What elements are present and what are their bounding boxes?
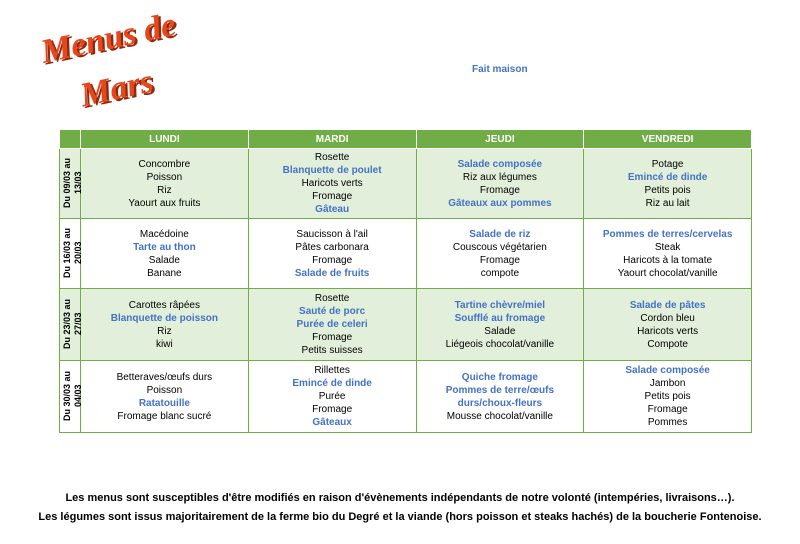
dish: Potage — [651, 158, 684, 170]
dish: Rosette — [314, 152, 350, 163]
dish: Poisson — [146, 384, 183, 396]
week-label-line: Du 16/03 au — [62, 228, 72, 279]
dish: kiwi — [156, 338, 173, 350]
dish: Salade — [148, 254, 180, 266]
dish: Pommes — [647, 417, 688, 428]
dish: Haricots verts — [301, 178, 363, 189]
dish: Fromage — [312, 191, 353, 202]
dish-homemade: Tartine chèvre/miel — [454, 299, 546, 311]
week-label — [62, 228, 84, 278]
day-header-thursday: JEUDI — [416, 130, 584, 149]
dish: Riz — [157, 184, 172, 196]
menu-cell — [81, 149, 249, 219]
dish-homemade: Gâteaux — [312, 417, 352, 428]
week-label — [62, 299, 84, 349]
dish: Liégeois chocolat/vanille — [445, 338, 555, 350]
dish: Couscous végétarien — [452, 241, 547, 253]
dish-homemade: Purée de celeri — [296, 319, 368, 330]
title-line-1: Menus de — [37, 6, 180, 71]
week-label-cell — [60, 361, 81, 433]
week-label-line: Du 23/03 au — [62, 299, 72, 350]
dish: Concombre — [138, 158, 191, 170]
week-label-line: 04/03 — [73, 385, 83, 408]
corner-cell — [60, 130, 81, 149]
week-label-line: Du 30/03 au — [62, 371, 72, 422]
dish-homemade: Gâteau — [315, 204, 350, 215]
dish-homemade: Blanquette de poisson — [110, 312, 218, 324]
dish: Fromage — [312, 254, 353, 266]
dish-homemade: Tarte au thon — [133, 241, 196, 253]
day-header-monday: LUNDI — [81, 130, 249, 149]
menu-table — [59, 129, 752, 433]
menu-cell — [248, 149, 416, 219]
title-line-2: Mars — [76, 62, 157, 115]
week-row — [60, 149, 752, 219]
dish: Steak — [654, 241, 681, 253]
dish-homemade: Salade de pâtes — [629, 299, 706, 311]
dish: Jambon — [649, 378, 686, 389]
dish-homemade: Salade de fruits — [294, 267, 370, 279]
dish: Haricots à la tomate — [623, 254, 713, 266]
dish-homemade: durs/choux-fleurs — [457, 397, 543, 409]
dish: Fromage blanc sucré — [117, 410, 212, 422]
homemade-legend: Fait maison — [472, 64, 528, 75]
week-label-cell — [60, 219, 81, 289]
dish-homemade: Salade composée — [457, 158, 543, 170]
menu-body — [60, 149, 752, 433]
week-label — [62, 158, 84, 208]
footer-note-1: Les menus sont susceptibles d'être modifiés en raison d'évènements indépendants de notre volonté (intempéries, livraisons…). — [65, 492, 735, 504]
dish: Petits suisses — [301, 345, 363, 356]
menu-cell — [584, 361, 752, 433]
day-header-tuesday: MARDI — [248, 130, 416, 149]
dish: Fromage — [312, 404, 353, 415]
menu-cell — [416, 289, 584, 361]
dish: Macédoine — [139, 228, 189, 240]
menu-cell — [81, 219, 249, 289]
week-label-line: 13/03 — [73, 172, 83, 195]
week-row — [60, 289, 752, 361]
dish: Petits pois — [644, 184, 691, 196]
week-label — [62, 371, 84, 421]
dish: Fromage — [479, 184, 520, 196]
menu-cell — [416, 149, 584, 219]
dish: Riz aux légumes — [462, 171, 537, 183]
dish: Pâtes carbonara — [295, 241, 369, 253]
dish: Betteraves/œufs durs — [116, 371, 213, 383]
menu-cell — [248, 289, 416, 361]
dish: Riz au lait — [645, 197, 690, 209]
dish: Poisson — [146, 171, 183, 183]
dish: Cordon bleu — [640, 312, 695, 324]
dish-homemade: Salade de riz — [469, 228, 531, 240]
dish: Rillettes — [314, 365, 350, 376]
menu-cell — [416, 361, 584, 433]
dish: Fromage — [312, 332, 353, 343]
dish-homemade: Ratatouille — [138, 397, 190, 409]
dish: compote — [480, 267, 520, 279]
menu-cell — [584, 289, 752, 361]
dish-homemade: Salade composée — [625, 365, 710, 376]
dish-homemade: Sauté de porc — [299, 306, 366, 317]
dish: Haricots verts — [637, 325, 699, 337]
menu-cell — [416, 219, 584, 289]
menu-cell — [81, 361, 249, 433]
dish-homemade: Soufflé au fromage — [454, 312, 546, 324]
dish: Fromage — [479, 254, 520, 266]
dish: Banane — [147, 267, 182, 279]
footer-note-2: Les légumes sont issus majoritairement de la ferme bio du Degré et la viande (hors poisson et steaks hachés) de la boucherie Fontenoise. — [38, 511, 762, 523]
dish-homemade: Pommes de terre/œufs — [445, 384, 555, 396]
menu-cell — [584, 219, 752, 289]
day-header-row — [60, 130, 752, 149]
week-label-cell — [60, 289, 81, 361]
dish-homemade: Pommes de terres/cervelas — [602, 228, 733, 240]
menu-cell — [248, 361, 416, 433]
dish: Salade — [484, 325, 516, 337]
dish: Yaourt aux fruits — [128, 197, 201, 209]
dish-homemade: Emincé de dinde — [292, 378, 372, 389]
dish-homemade: Blanquette de poulet — [282, 165, 382, 176]
dish: Saucisson à l'ail — [296, 228, 368, 240]
menu-cell — [584, 149, 752, 219]
dish: Riz — [157, 325, 172, 337]
menu-cell — [248, 219, 416, 289]
dish-homemade: Emincé de dinde — [627, 171, 708, 183]
dish: Yaourt chocolat/vanille — [617, 267, 718, 279]
dish: Petits pois — [644, 391, 691, 402]
dish-homemade: Gâteaux aux pommes — [448, 197, 552, 209]
day-header-friday: VENDREDI — [584, 130, 752, 149]
week-label-line: 27/03 — [73, 313, 83, 336]
dish: Mousse chocolat/vanille — [446, 410, 553, 422]
dish: Carottes râpées — [128, 299, 200, 311]
dish-homemade: Quiche fromage — [461, 371, 538, 383]
week-row — [60, 361, 752, 433]
week-label-cell — [60, 149, 81, 219]
dish: Purée — [318, 391, 346, 402]
dish: Rosette — [314, 293, 350, 304]
week-row — [60, 219, 752, 289]
week-label-line: 20/03 — [73, 242, 83, 265]
dish: Compote — [647, 338, 688, 350]
week-label-line: Du 09/03 au — [62, 158, 72, 209]
dish: Fromage — [647, 404, 688, 415]
menu-cell — [81, 289, 249, 361]
